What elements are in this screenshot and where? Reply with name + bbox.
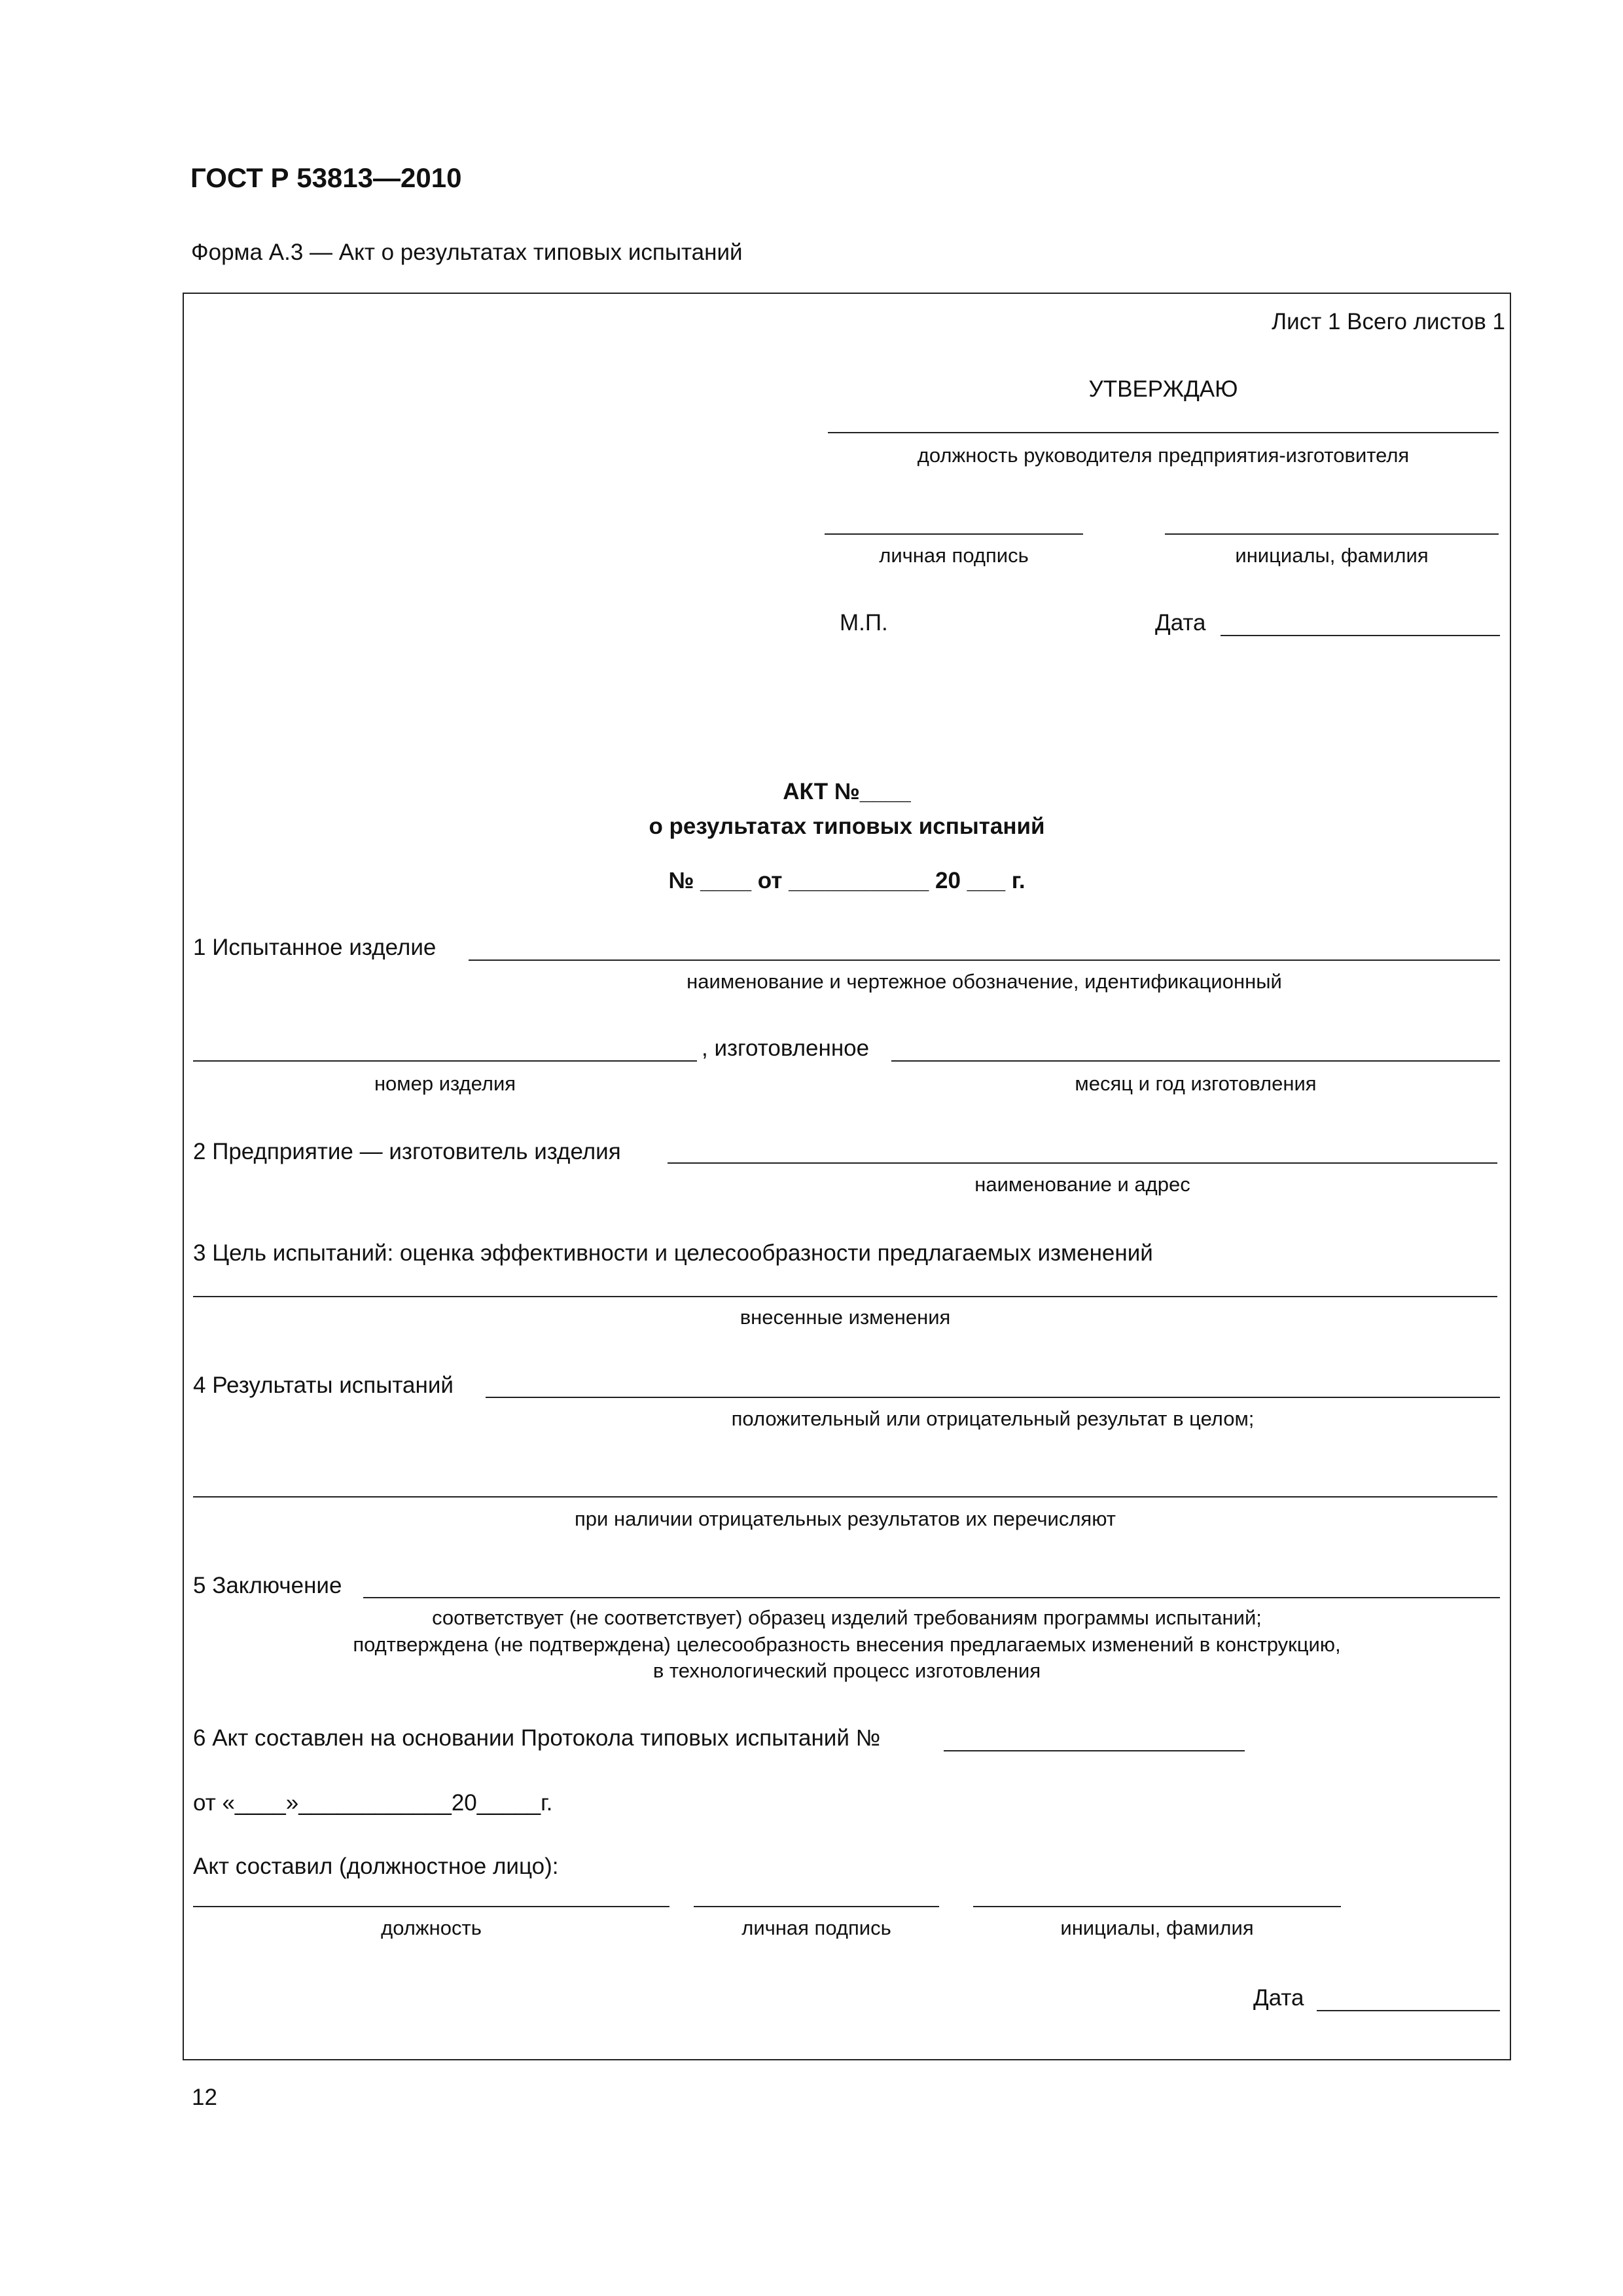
protocol-number-field[interactable] [944,1750,1245,1751]
compiler-signature-caption: личная подпись [741,1916,891,1939]
item5-field[interactable] [363,1597,1500,1598]
item2-label: 2 Предприятие — изготовитель изделия [193,1139,621,1164]
item1-label: 1 Испытанное изделие [193,935,437,960]
item5-caption2: подтверждена (не подтверждена) целесообразность внесения предлагаемых изменений в конструкцию, [353,1633,1341,1656]
approve-signature-line[interactable] [825,533,1083,535]
compiled-by-label: Акт составил (должностное лицо): [193,1854,559,1879]
form-caption: Форма А.3 — Акт о результатах типовых испытаний [191,240,743,265]
manufactured-label: , изготовленное [702,1035,870,1061]
sheet-info: Лист 1 Всего листов 1 [1272,309,1505,334]
approve-position-caption: должность руководителя предприятия-изготовителя [917,444,1410,467]
item4-label: 4 Результаты испытаний [193,1372,454,1398]
approve-heading: УТВЕРЖДАЮ [1088,376,1238,402]
item3-caption: внесенные изменения [740,1306,951,1329]
position-caption: должность [381,1916,482,1939]
item1-field[interactable] [469,960,1500,961]
approve-initials-line[interactable] [1165,533,1499,535]
item-number-caption: номер изделия [374,1072,516,1095]
compiler-signature-field[interactable] [694,1906,939,1907]
approve-signature-caption: личная подпись [879,544,1029,567]
item2-caption: наименование и адрес [974,1173,1190,1196]
item4-caption1: положительный или отрицательный результат в целом; [731,1407,1255,1430]
item5-caption1: соответствует (не соответствует) образец изделий требованиям программы испытаний; [432,1606,1262,1629]
act-number-line: № ____ от ___________ 20 ___ г. [668,868,1026,893]
compiler-position-field[interactable] [193,1906,669,1907]
compiler-date-label: Дата [1253,1985,1304,2011]
standard-title: ГОСТ Р 53813—2010 [190,162,462,193]
item2-field[interactable] [668,1162,1497,1164]
item5-caption3: в технологический процесс изготовления [652,1659,1041,1682]
stamp-label: М.П. [840,610,888,636]
item3-label: 3 Цель испытаний: оценка эффективности и целесообразности предлагаемых изменений [193,1240,1153,1266]
month-year-field[interactable] [891,1060,1500,1062]
page-number: 12 [192,2085,217,2110]
item3-field[interactable] [193,1296,1497,1297]
approve-date-label: Дата [1155,610,1206,636]
compiler-date-field[interactable] [1317,2010,1500,2011]
item1-caption: наименование и чертежное обозначение, идентификационный [687,970,1282,993]
act-title: АКТ №____ [783,779,911,804]
from-date-line: от «____»____________20_____г. [193,1790,553,1816]
act-subtitle: о результатах типовых испытаний [649,814,1045,839]
item6-label: 6 Акт составлен на основании Протокола типовых испытаний № [193,1725,881,1751]
item4-caption2: при наличии отрицательных результатов их перечисляют [575,1507,1116,1530]
month-year-caption: месяц и год изготовления [1075,1072,1317,1095]
item-number-field[interactable] [193,1060,697,1062]
approve-initials-caption: инициалы, фамилия [1235,544,1429,567]
approve-position-line[interactable] [828,432,1499,433]
item4-field[interactable] [486,1397,1500,1398]
compiler-initials-field[interactable] [973,1906,1341,1907]
item4-field2[interactable] [193,1496,1497,1498]
approve-date-line[interactable] [1221,635,1500,636]
item5-label: 5 Заключение [193,1573,342,1598]
compiler-initials-caption: инициалы, фамилия [1060,1916,1254,1939]
